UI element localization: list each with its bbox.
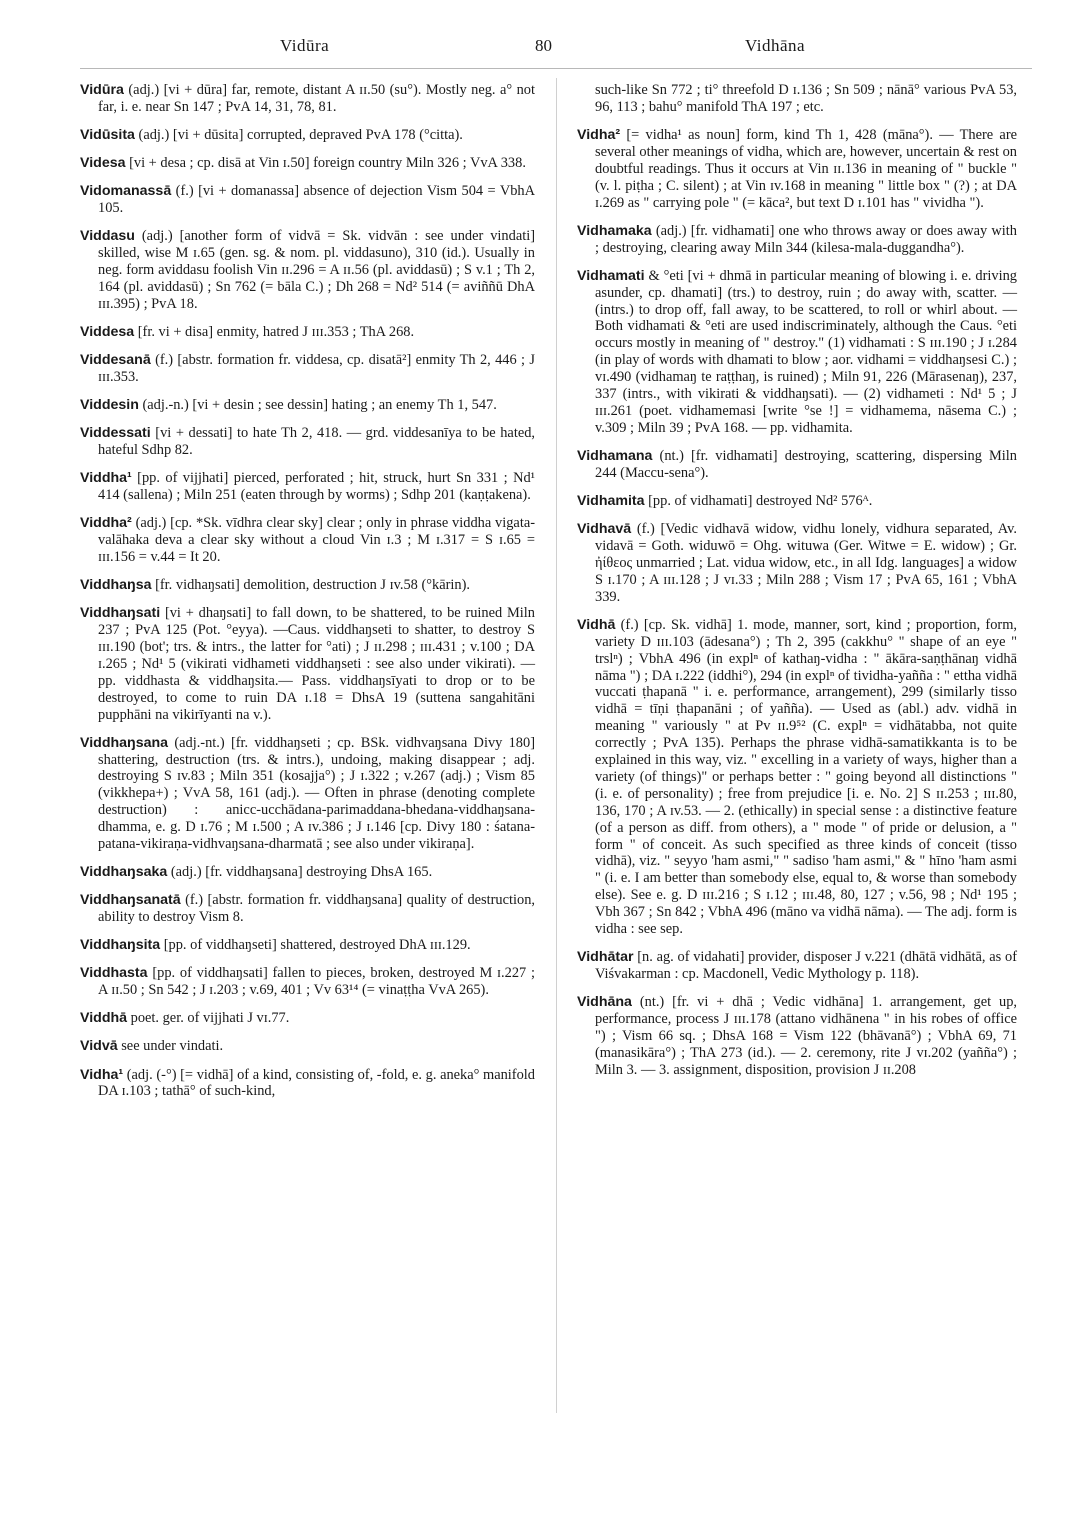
entry-headword: Viddha¹ — [80, 470, 132, 487]
dictionary-entry — [80, 228, 535, 313]
dictionary-entry — [80, 82, 535, 116]
entry-headword: Viddesin — [80, 397, 139, 413]
entry-definition: [vi + desa ; cp. disā at Vin ɪ.50] foreign country Miln 326 ; VvA 338. — [125, 155, 526, 172]
entry-definition: & °eti [vi + dhmā in particular meaning of blowing i. e. driving asunder, cp. dhamati] (trs.) to destroy, ruin ; do away with, scatter. — (intrs.) to drop off, fall away, to be scattered, to roll or whirl about. — Both vidhamati & °eti are used indiscriminately, although the Caus. °eti occurs mostly in meaning of " destroy." (1) vidhamati : S ɪɪɪ.190 ; J ɪ.284 (in play of words with dhamati to blow ; aor. vidhami = viddhaŋsesi C.) ; vɪ.490 (vidhamaŋ te raṭṭhaŋ, is ruined) ; Miln 91, 226 (Mārasenaŋ), 237, 337 (intrs., with vikirati & viddhaŋsati). — (2) vidhameti : Nd¹ 5 ; J ɪɪɪ.261 (poet. vidhamemasi [write °se !] = vidhamema, nāsema C.) ; v.309 ; Miln 39 ; PvA 168. — pp. vidhamita. — [595, 267, 1017, 436]
entry-definition: (adj.) [vi + dūsita] corrupted, depraved PvA 178 (°citta). — [134, 127, 463, 143]
entry-headword: Vidhātar — [577, 949, 634, 966]
entry-headword: Viddesa — [80, 323, 135, 340]
dictionary-entry — [577, 994, 1017, 1079]
dictionary-entry — [577, 448, 1017, 482]
entry-headword: Vidhamati — [577, 267, 645, 284]
header-rule — [80, 68, 1032, 69]
page-number: 80 — [535, 36, 552, 55]
dictionary-entry — [577, 127, 1017, 212]
dictionary-entry — [80, 127, 535, 144]
entry-definition: [pp. of vidhamati] destroyed Nd² 576ᴬ. — [644, 492, 873, 509]
entry-definition: (f.) [abstr. formation fr. viddhaŋsana] quality of destruction, ability to destroy Vism 8. — [98, 892, 535, 926]
entry-headword: Viddhaŋsana — [80, 734, 169, 751]
entry-definition: [pp. of vijjhati] pierced, perforated ; hit, struck, hurt Sn 331 ; Nd¹ 414 (sallena) ; Miln 251 (eaten through by worms) ; Sdhp 201 (kaṇṭakena). — [98, 470, 535, 503]
dictionary-entry — [80, 470, 535, 504]
dictionary-entry — [80, 515, 535, 566]
entry-headword: Viddhasta — [80, 965, 148, 982]
entry-definition: (nt.) [fr. vi + dhā ; Vedic vidhāna] 1. arrangement, get up, performance, process J ɪɪɪ.178 (attano vidhānena " in his robes of office ") ; Vism 66 sq. ; DhsA 168 = Vism 122 (bhāvanā°) ; VbhA 69, 71 (manasikāra°) ; ThA 273 (id.). — 2. ceremony, rite J vɪ.202 (yañña°) ; Miln 3. — 3. assignment, disposition, provision J ɪɪ.208 — [595, 994, 1017, 1078]
entry-headword: Vidhā — [577, 616, 616, 633]
entry-definition: (nt.) [fr. vidhamati] destroying, scattering, dispersing Miln 244 (Maccu-sena°). — [595, 447, 1017, 481]
entry-headword: Vidomanassā — [80, 183, 172, 200]
entry-definition: (f.) [vi + domanassa] absence of dejection Vism 504 = VbhA 105. — [98, 183, 535, 217]
entry-headword: Viddesanā — [80, 352, 151, 368]
dictionary-entry — [80, 735, 535, 853]
dictionary-entry — [577, 268, 1017, 437]
dictionary-entry — [577, 223, 1017, 257]
entry-headword: Vidhamita — [577, 492, 645, 509]
entry-headword: Viddhaŋsita — [80, 937, 161, 954]
entry-definition: [fr. vidhaŋsati] demolition, destruction J ɪv.58 (°kārin). — [151, 577, 470, 593]
dictionary-entry — [577, 493, 1017, 510]
dictionary-entry — [80, 425, 535, 459]
dictionary-entry — [577, 617, 1017, 938]
entry-headword: Vidha² — [577, 127, 621, 143]
entry-definition: [vi + dessati] to hate Th 2, 418. — grd. viddesanīya to be hated, hateful Sdhp 82. — [98, 425, 535, 458]
entry-headword: Viddessati — [80, 425, 151, 442]
entry-definition: (adj.) [fr. vidhamati] one who throws away or does away with ; destroying, clearing away Miln 344 (kilesa-mala-duggandha°). — [595, 222, 1017, 256]
dictionary-entry — [80, 577, 535, 594]
entry-definition: poet. ger. of vijjhati J vɪ.77. — [127, 1010, 290, 1027]
entry-headword: Vidhāna — [577, 994, 632, 1011]
entry-definition: (f.) [cp. Sk. vidhā] 1. mode, manner, sort, kind ; proportion, form, variety D ɪɪɪ.103 (ādesana°) ; Th 2, 395 (cakkhu° " shape of an eye " trslⁿ) ; VbhA 496 (in explⁿ of kathaŋ-vidha : " ākāra-saṇṭhānaŋ vidhā nāma ") ; DA ɪ.222 (iddhi°), 294 (in explⁿ of tividha-yañña : " ettha vidhā vuccati ṭhapanā " i. e. performance, arrangement), 299 (similarly tisso vidhā = tīṇi ṭhapanāni ; of yañña). — Used as (abl.) adv. vidhā in meaning " variously " at Pv ɪɪ.9⁵² (C. explⁿ = vidhātabba, not quite correctly ; PvA 135). Perhaps the phrase vidhā-samatikkanta is to be explained in this way, viz. " excelling in a variety of ways, higher than a variety (of things)" or perhaps better : " going beyond all distinctions " (i. e. of personality) ; free from prejudice [i. e. No. 2] S ɪɪ.253 ; ɪɪɪ.80, 136, 170 ; A ɪv.53. — 2. (ethically) in special sense : a distinctive feature (of a person as diff. from others), a " mode " of pride or delusion, a " form " of conceit. As such specified as three kinds of conceit (tisso vidhā), viz. " seyyo 'ham asmi," " sadiso 'ham asmi," & " hīno 'ham asmi " (i. e. I am better than somebody else, equal to, & worse than somebody else). See e. g. D ɪɪɪ.216 ; S ɪ.12 ; ɪɪɪ.48, 80, 127 ; v.56, 98 ; Nd¹ 195 ; Vbh 367 ; Sn 842 ; VbhA 496 (māno va vidhā nāma). — The adj. form is vidha : see sep. — [595, 616, 1017, 938]
entry-definition: (adj.-nt.) [fr. viddhaŋseti ; cp. BSk. vidhvaŋsana Divy 180] shattering, destruction (trs. & intrs.), undoing, making disappear ; adj. destroying S ɪv.83 ; Miln 351 (kosajja°) ; J ɪ.322 ; v.267 (adj.) ; Vism 85 (vikkhepa+) ; VvA 58, 161 (adj.). — Often in phrase (denoting complete destruction) : anicc-ucchādana-parimaddana-bhedana-viddhaŋsana-dhamma, e. g. D ɪ.76 ; M ɪ.500 ; A ɪv.386 ; J ɪ.146 [cp. Divy 180 : śatana-patana-vikiraṇa-vidhvaŋsana-dharmatā ; see also under vikiraṇa]. — [98, 734, 535, 853]
entry-headword: Viddhaŋsati — [80, 605, 161, 622]
entry-definition: (adj.) [cp. *Sk. vīdhra clear sky] clear ; only in phrase viddha vigata-valāhaka deva a clear sky without a cloud Vin ɪ.3 ; M ɪ.317 = S ɪ.65 = ɪɪɪ.156 = v.44 = It 20. — [98, 515, 535, 565]
dictionary-entry — [80, 1010, 535, 1027]
entry-definition: [n. ag. of vidahati] provider, disposer J v.221 (dhātā vidhātā, as of Viśvakarman : cp. Macdonell, Vedic Mythology p. 118). — [595, 949, 1017, 983]
entry-definition: see under vindati. — [117, 1038, 224, 1055]
entry-definition: (adj.) [another form of vidvā = Sk. vidvān : see under vindati] skilled, wise M ɪ.65 (gen. sg. & nom. pl. viddasuno), 310 (id.). Usually in neg. form aviddasu foolish Vin ɪɪ.296 = A ɪɪ.56 (pl. aviddasū) ; S v.1 ; Th 2, 164 (pl. aviddasū) ; Sn 762 (= bāla C.) ; Dh 268 = Nd² 514 (= aviññū DhA ɪɪɪ.395) ; PvA 18. — [98, 228, 535, 312]
entry-headword: Vidha¹ — [80, 1066, 124, 1083]
running-header — [80, 36, 1030, 62]
entry-headword: Viddhaŋsanatā — [80, 892, 181, 909]
header-first-headword: Vidūra — [280, 36, 330, 55]
dictionary-entry — [80, 965, 535, 999]
dictionary-entry — [577, 949, 1017, 983]
entry-definition: [pp. of viddhaŋsati] fallen to pieces, broken, destroyed M ɪ.227 ; A ɪɪ.50 ; Sn 542 ; J ɪ.203 ; v.69, 401 ; Vv 63¹⁴ (= vinaṭṭha VvA 265). — [98, 965, 535, 999]
entry-definition: (f.) [Vedic vidhavā widow, vidhu lonely, vidhura separated, Av. vidavā = Goth. widuwō = Ohg. wituwa (Ger. Witwe = E. widow) ; Gr. ἠίθεος unmarried ; Lat. vidua widow, etc., in all Idg. languages] a widow S ɪ.170 ; A ɪɪɪ.128 ; J vɪ.33 ; Miln 288 ; Vism 17 ; PvA 65, 161 ; VbhA 339. — [595, 521, 1017, 605]
entry-definition: [= vidha¹ as noun] form, kind Th 1, 428 (māna°). — There are several other meanings of vidha, which are, however, uncertain & rest on doubtful readings. Thus it occurs at Vin ɪɪ.136 in meaning of " buckle " (v. l. piṭha ; C. silent) ; at Vin ɪv.168 in meaning " little box " (?) ; at DA ɪ.269 as " carrying pole " (= kāca², but text D ɪ.101 has " vividha "). — [595, 127, 1017, 211]
entry-headword: Vidhavā — [577, 521, 632, 538]
header-last-headword: Vidhāna — [745, 36, 806, 55]
entry-headword: Videsa — [80, 155, 126, 172]
dictionary-entry — [80, 183, 535, 217]
dictionary-entry — [80, 155, 535, 172]
dictionary-entry — [80, 1038, 535, 1055]
entry-headword: Viddhaŋsaka — [80, 864, 168, 881]
entry-headword: Viddhā — [80, 1010, 128, 1027]
entry-headword: Vidhamana — [577, 447, 653, 464]
entry-definition: [fr. vi + disa] enmity, hatred J ɪɪɪ.353 ; ThA 268. — [134, 323, 415, 340]
dictionary-entry — [80, 1067, 535, 1101]
left-column — [80, 82, 535, 1112]
dictionary-entry — [80, 864, 535, 881]
entry-definition: (f.) [abstr. formation fr. viddesa, cp. disatā²] enmity Th 2, 446 ; J ɪɪɪ.353. — [98, 352, 535, 385]
entry-definition: (adj.) [vi + dūra] far, remote, distant A ɪɪ.50 (su°). Mostly neg. a° not far, i. e. near Sn 147 ; PvA 14, 31, 78, 81. — [98, 82, 535, 115]
entry-definition: (adj. (-°) [= vidhā] of a kind, consisting of, -fold, e. g. aneka° manifold DA ɪ.103 ; tathā° of such-kind, — [98, 1066, 535, 1100]
right-column — [577, 82, 1017, 1090]
entry-definition: (adj.-n.) [vi + desin ; see dessin] hating ; an enemy Th 1, 547. — [138, 397, 497, 413]
entry-definition: (adj.) [fr. viddhaŋsana] destroying DhsA 165. — [167, 864, 433, 881]
entry-headword: Viddasu — [80, 228, 135, 245]
dictionary-entry — [80, 605, 535, 723]
dictionary-entry — [80, 352, 535, 386]
dictionary-entry — [80, 892, 535, 926]
dictionary-entry — [80, 397, 535, 414]
entry-headword: Vidvā — [80, 1038, 118, 1055]
entry-headword: Vidhamaka — [577, 222, 652, 239]
entry-headword: Vidūra — [80, 82, 124, 98]
entry-headword: Viddha² — [80, 515, 132, 532]
dictionary-entry — [80, 937, 535, 954]
entry-definition: [vi + dhaŋsati] to fall down, to be shattered, to be ruined Miln 237 ; PvA 125 (Pot. °eyya). —Caus. viddhaŋseti to shatter, to destroy S ɪɪɪ.190 (bot'; trs. & intrs., the latter for °ati) ; J ɪɪ.298 ; ɪɪɪ.431 ; v.100 ; DA ɪ.265 ; Nd¹ 5 (vikirati vidhameti viddhaŋseti : see also under vikirati). — pp. viddhasta & viddhaŋsita.— Pass. viddhaŋsīyati to drop or to be destroyed, to come to ruin DA ɪ.18 = DhsA 19 (suttena sangahitāni pupphāni na vikirīyanti na v.). — [98, 605, 535, 723]
dictionary-entry — [577, 521, 1017, 606]
column-divider — [556, 78, 557, 1413]
entry-headword: Viddhaŋsa — [80, 577, 152, 593]
entry-headword: Vidūsita — [80, 127, 135, 143]
dictionary-entry — [577, 82, 1017, 116]
entry-definition: [pp. of viddhaŋseti] shattered, destroyed DhA ɪɪɪ.129. — [160, 937, 471, 954]
dictionary-entry — [80, 324, 535, 341]
entry-definition: such-like Sn 772 ; ti° threefold D ɪ.136 ; Sn 509 ; nānā° various PvA 53, 96, 113 ; bahu° manifold ThA 197 ; etc. — [595, 82, 1017, 115]
